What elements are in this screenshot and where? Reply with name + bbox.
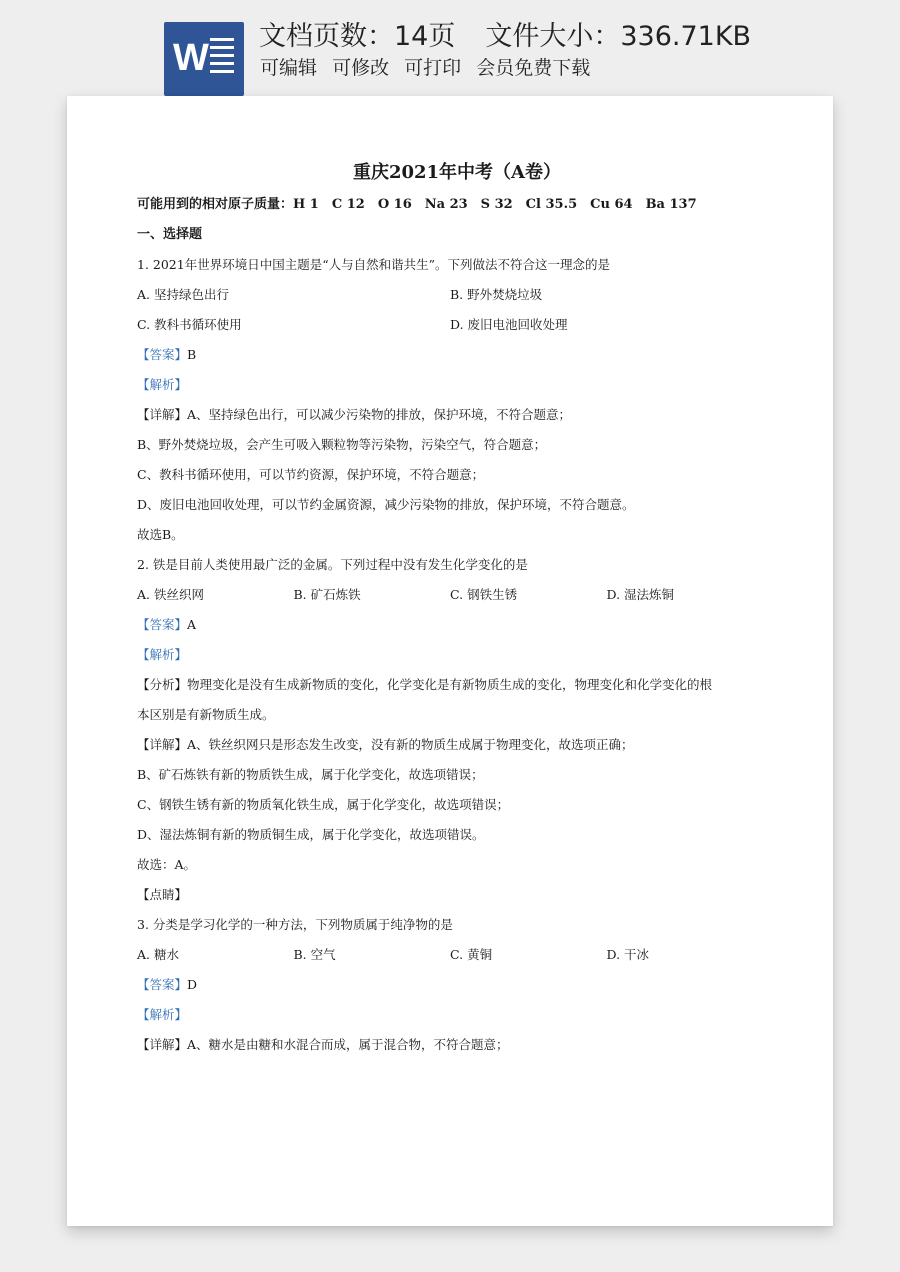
q1-option-b: B. 野外焚烧垃圾	[450, 287, 543, 302]
q1-detail-2: B、野外焚烧垃圾，会产生可吸入颗粒物等污染物，污染空气，符合题意；	[137, 437, 547, 452]
feature-printable: 可打印	[404, 57, 462, 79]
atomic-masses: 可能用到的相对原子质量：H 1 C 12 O 16 Na 23 S 32 Cl 35.5 Cu 64 Ba 137	[137, 197, 697, 212]
document-content	[137, 158, 777, 1060]
q2-detail-2: 本区别是有新物质生成。	[137, 707, 275, 722]
q3-option-c: C. 黄铜	[450, 947, 493, 962]
q1-detail-1: 【详解】A、坚持绿色出行，可以减少污染物的排放，保护环境，不符合题意；	[137, 407, 572, 422]
q2-options	[137, 580, 777, 610]
q1-analysis-tag: 【解析】	[137, 377, 188, 392]
file-size: 文件大小：336.71KB	[485, 21, 752, 52]
q2-detail-3: 【详解】A、铁丝织网只是形态发生改变，没有新的物质生成属于物理变化，故选项正确；	[137, 737, 634, 752]
q2-conclusion: 故选：A。	[137, 857, 197, 872]
q3-detail-1: 【详解】A、糖水是由糖和水混合而成，属于混合物，不符合题意；	[137, 1037, 509, 1052]
q1-answer-value: B	[187, 347, 197, 362]
q1-answer	[137, 340, 777, 370]
word-doc-icon	[164, 22, 244, 96]
download-banner	[0, 0, 900, 96]
q3-option-b: B. 空气	[293, 947, 336, 962]
page-title: 重庆2021年中考（A卷）	[352, 162, 562, 183]
q2-detail-6: D、湿法炼铜有新的物质铜生成，属于化学变化，故选项错误。	[137, 827, 485, 842]
q1-stem: 1. 2021年世界环境日中国主题是“人与自然和谐共生”。下列做法不符合这一理念的是	[137, 257, 610, 272]
q3-answer	[137, 970, 777, 1000]
q2-remark-tag: 【点睛】	[137, 887, 188, 902]
page-count: 文档页数：14页	[259, 21, 456, 52]
q2-stem: 2. 铁是目前人类使用最广泛的金属。下列过程中没有发生化学变化的是	[137, 557, 528, 572]
q3-option-a: A. 糖水	[137, 947, 179, 962]
feature-editable: 可编辑	[260, 57, 318, 79]
q2-detail-4: B、矿石炼铁有新的物质铁生成，属于化学变化，故选项错误；	[137, 767, 484, 782]
q2-detail-1: 【分析】物理变化是没有生成新物质的变化，化学变化是有新物质生成的变化，物理变化和化学变化的根	[137, 677, 713, 692]
q1-option-c: C. 教科书循环使用	[137, 317, 242, 332]
q2-option-d: D. 湿法炼铜	[606, 587, 675, 602]
q2-answer	[137, 610, 777, 640]
feature-list	[260, 55, 599, 81]
word-icon-lines	[210, 38, 234, 78]
q2-option-a: A. 铁丝织网	[137, 587, 204, 602]
section-heading: 一、选择题	[137, 227, 203, 242]
document-page	[67, 96, 833, 1226]
q1-detail-4: D、废旧电池回收处理，可以节约金属资源，减少污染物的排放，保护环境，不符合题意。	[137, 497, 635, 512]
q2-option-b: B. 矿石炼铁	[293, 587, 361, 602]
q1-option-a: A. 坚持绿色出行	[137, 287, 229, 302]
q1-options-row1	[137, 280, 777, 310]
q2-analysis-tag: 【解析】	[137, 647, 188, 662]
feature-modifiable: 可修改	[332, 57, 390, 79]
q3-analysis-tag: 【解析】	[137, 1007, 188, 1022]
answer-tag: 【答案】	[137, 977, 188, 992]
q2-option-c: C. 钢铁生锈	[450, 587, 518, 602]
q1-detail-3: C、教科书循环使用，可以节约资源，保护环境，不符合题意；	[137, 467, 485, 482]
q2-detail-5: C、钢铁生锈有新的物质氧化铁生成，属于化学变化，故选项错误；	[137, 797, 510, 812]
word-icon-letter: W	[173, 37, 209, 79]
q2-answer-value: A	[187, 617, 197, 632]
q1-conclusion: 故选B。	[137, 527, 184, 542]
feature-member-download: 会员免费下载	[476, 57, 591, 79]
answer-tag: 【答案】	[137, 617, 188, 632]
q3-option-d: D. 干冰	[606, 947, 650, 962]
q3-stem: 3. 分类是学习化学的一种方法，下列物质属于纯净物的是	[137, 917, 453, 932]
q3-answer-value: D	[187, 977, 198, 992]
q1-options-row2	[137, 310, 777, 340]
q3-options	[137, 940, 777, 970]
answer-tag: 【答案】	[137, 347, 188, 362]
q1-option-d: D. 废旧电池回收处理	[450, 317, 568, 332]
doc-meta	[259, 19, 751, 55]
